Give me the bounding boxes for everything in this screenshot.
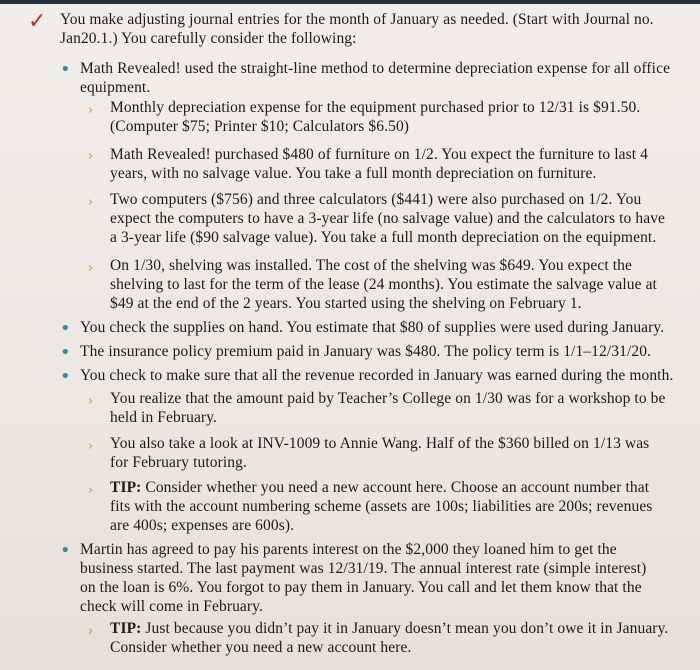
bullet-icon: • — [60, 342, 71, 363]
sub-bullet-icon: › — [88, 149, 94, 164]
tip-item — [110, 478, 670, 535]
sub-bullet-icon: › — [88, 483, 94, 498]
sub-list-item: On 1/30, shelving was installed. The cost of the shelving was $649. You expect the shelving to last for the term of the lease (24 months). You estimate the salvage value at $49 at the end of the 2 years. You started using the shelving on February 1. — [110, 257, 657, 312]
sub-list-item: You realize that the amount paid by Teacher’s College on 1/30 was for a workshop to be held in February. — [110, 390, 666, 426]
list-item: The insurance policy premium paid in January was $480. The policy term is 1/1–12/31/20. — [80, 343, 652, 360]
sub-list-item: Two computers ($756) and three calculators ($441) were also purchased on 1/2. You expect the computers to have a 3-year life (no salvage value) and the calculators to have a 3-year life ($90 salvage value). You take a full month depreciation on the equipment. — [110, 191, 666, 246]
sub-list-item: Monthly depreciation expense for the equipment purchased prior to 12/31 is $91.50. (Computer $75; Printer $10; Calculators $6.50) — [110, 99, 641, 135]
list-item: Math Revealed! used the straight-line method to determine depreciation expense for all office equipment. — [80, 60, 671, 96]
bullet-icon: • — [60, 366, 71, 387]
sub-bullet-icon: › — [88, 439, 94, 454]
sub-bullet-icon: › — [88, 195, 94, 210]
tip-item — [110, 619, 670, 657]
bullet-icon: • — [60, 540, 71, 561]
bullet-icon: • — [60, 318, 71, 339]
sub-list-item: You also take a look at INV-1009 to Annie Wang. Half of the $360 billed on 1/13 was for February tutoring. — [110, 435, 650, 471]
tip-text: Just because you didn’t pay it in January doesn’t mean you don’t owe it in January. Consider whether you need a new account here. — [110, 620, 669, 656]
tip-text: Consider whether you need a new account here. Choose an account number that fits with the account numbering scheme (assets are 100s; liabilities are 200s; revenues are 400s; expenses are 600s). — [110, 479, 653, 534]
sub-bullet-icon: › — [88, 261, 94, 276]
list-item: You check to make sure that all the revenue recorded in January was earned during the month. — [80, 367, 674, 384]
intro-text: You make adjusting journal entries for the month of January as needed. (Start with Journal no. Jan20.1.) You carefully consider the following: — [60, 11, 654, 47]
sub-bullet-icon: › — [88, 394, 94, 409]
checkmark-icon: ✓ — [28, 9, 47, 34]
sub-list-item: Math Revealed! purchased $480 of furniture on 1/2. You expect the furniture to last 4 years, with no salvage value. You take a full month depreciation on furniture. — [110, 146, 648, 182]
tip-label: TIP: — [110, 620, 142, 637]
bullet-icon: • — [60, 59, 71, 80]
list-item: You check the supplies on hand. You estimate that $80 of supplies were used during January. — [80, 319, 665, 336]
sub-bullet-icon: › — [88, 624, 94, 639]
sub-bullet-icon: › — [88, 103, 94, 118]
list-item: Martin has agreed to pay his parents interest on the $2,000 they loaned him to get the business started. The last payment was 12/31/19. The annual interest rate (simple interest) on the loan is 6%. You forgot to pay them in January. You call and let them know that the check will come in February. — [80, 541, 647, 615]
tip-label: TIP: — [110, 479, 142, 496]
